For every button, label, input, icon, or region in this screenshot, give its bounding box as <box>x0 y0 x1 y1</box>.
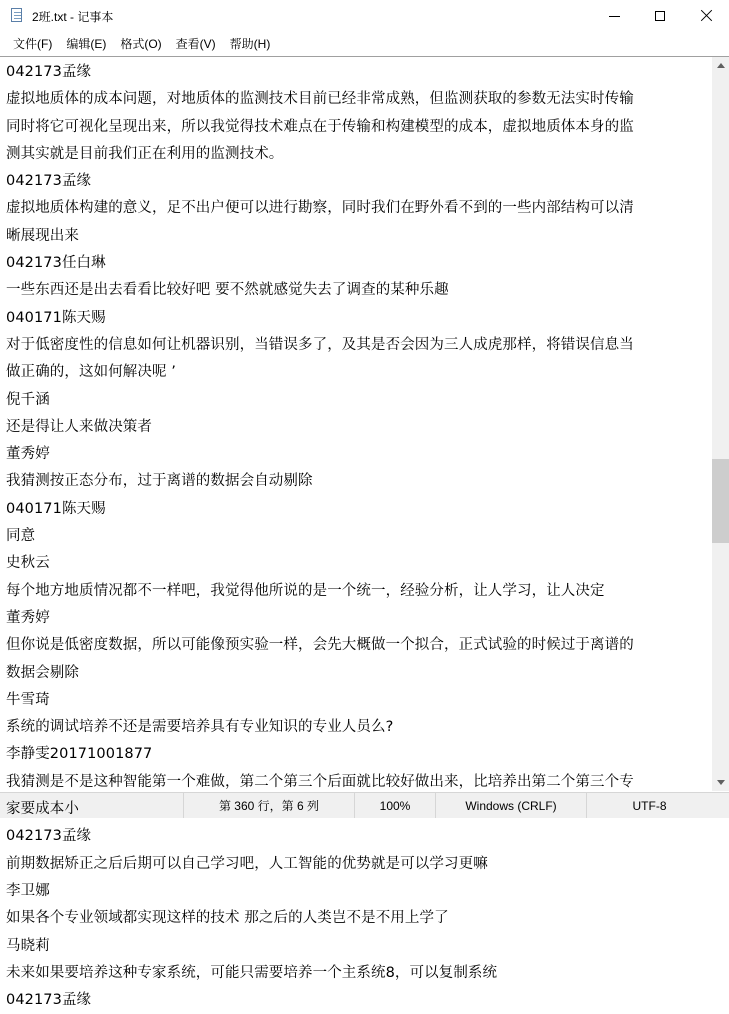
text-line: 家要成本小 <box>6 801 79 818</box>
maximize-icon <box>655 11 665 21</box>
close-button[interactable] <box>683 1 729 32</box>
menu-help[interactable]: 帮助(H) <box>229 37 271 51</box>
menu-format[interactable]: 格式(O) <box>120 37 162 51</box>
notepad-document-icon <box>9 8 25 24</box>
text-line: 一些东西还是出去看看比较好吧 要不然就感觉失去了调查的某种乐趣 <box>6 282 449 299</box>
text-line: 我猜测是不是这种智能第一个难做，第二个第三个后面就比较好做出来，比培养出第二个第三个专 <box>6 773 634 790</box>
text-line: 每个地方地质情况都不一样吧，我觉得他所说的是一个统一，经验分析，让人学习，让人决定 <box>6 582 605 599</box>
status-zoom-level: 100% <box>354 793 435 818</box>
text-line: 虚拟地质体的成本问题，对地质体的监测技术目前已经非常成熟，但监测获取的参数无法实时传输 <box>6 91 634 108</box>
scroll-down-arrow-icon <box>717 780 725 785</box>
text-line: 晰展现出来 <box>6 227 79 244</box>
text-line: 前期数据矫正之后后期可以自己学习吧，人工智能的优势就是可以学习更嘛 <box>6 855 488 872</box>
text-line: 还是得让人来做决策者 <box>6 418 152 435</box>
status-cursor-position: 第 360 行，第 6 列 <box>183 793 354 818</box>
text-line: 倪千涵 <box>6 391 50 408</box>
text-line: 董秀婷 <box>6 446 50 463</box>
titlebar[interactable] <box>0 0 729 33</box>
menubar <box>0 33 729 56</box>
scroll-up-button[interactable] <box>712 57 729 74</box>
text-line: 史秋云 <box>6 555 50 572</box>
minimize-icon <box>609 16 620 17</box>
text-line: 未来如果要培养这种专家系统，可能只需要培养一个主系统8，可以复制系统 <box>6 964 498 981</box>
status-line-ending: Windows (CRLF) <box>435 793 586 818</box>
text-line: 同意 <box>6 528 36 545</box>
menu-edit[interactable]: 编辑(E) <box>66 37 107 51</box>
text-line: 042173任白琳 <box>6 255 106 272</box>
scrollbar-thumb[interactable] <box>712 459 729 543</box>
vertical-scrollbar[interactable] <box>711 57 729 791</box>
maximize-button[interactable] <box>637 1 683 32</box>
text-line: 做正确的，这如何解决呢 ’ <box>6 364 177 381</box>
close-icon <box>700 10 712 22</box>
menu-file[interactable]: 文件(F) <box>13 37 53 51</box>
text-line: 042173孟缘 <box>6 173 92 190</box>
text-line: 系统的调试培养不还是需要培养具有专业知识的专业人员么? <box>6 719 394 736</box>
text-line: 但你说是低密度数据，所以可能像预实验一样，会先大概做一个拟合，正式试验的时候过于离谱的 <box>6 637 634 654</box>
minimize-button[interactable] <box>591 1 637 32</box>
text-line: 040171陈天赐 <box>6 309 106 326</box>
text-line: 虚拟地质体构建的意义，足不出户便可以进行勘察，同时我们在野外看不到的一些内部结构可以清 <box>6 200 634 217</box>
text-line: 如果各个专业领域都实现这样的技术 那之后的人类岂不是不用上学了 <box>6 910 449 927</box>
text-line: 同时将它可视化呈现出来，所以我觉得技术难点在于传输和构建模型的成本，虚拟地质体本身的监 <box>6 118 634 135</box>
status-encoding: UTF-8 <box>586 793 712 818</box>
scroll-down-button[interactable] <box>712 774 729 791</box>
text-line: 牛雪琦 <box>6 691 50 708</box>
text-line: 042173孟缘 <box>6 992 92 1009</box>
text-line: 李卫娜 <box>6 882 50 899</box>
text-line: 马晓莉 <box>6 937 50 954</box>
text-line: 测其实就是目前我们正在利用的监测技术。 <box>6 145 284 162</box>
window-title: 2班.txt - 记事本 <box>32 9 114 24</box>
text-line: 042173孟缘 <box>6 828 92 845</box>
text-line: 042173孟缘 <box>6 64 92 80</box>
scroll-up-arrow-icon <box>717 63 725 68</box>
resize-grip[interactable] <box>712 793 729 818</box>
text-line: 数据会剔除 <box>6 664 79 681</box>
text-line: 董秀婷 <box>6 609 50 626</box>
menu-view[interactable]: 查看(V) <box>175 37 216 51</box>
text-line: 040171陈天赐 <box>6 500 106 517</box>
text-line: 对于低密度性的信息如何让机器识别，当错误多了，及其是否会因为三人成虎那样，将错误信息当 <box>6 336 634 353</box>
text-line: 李静雯20171001877 <box>6 746 153 763</box>
text-line: 我猜测按正态分布，过于离谱的数据会自动剔除 <box>6 473 313 490</box>
scrollbar-track[interactable] <box>712 74 729 774</box>
